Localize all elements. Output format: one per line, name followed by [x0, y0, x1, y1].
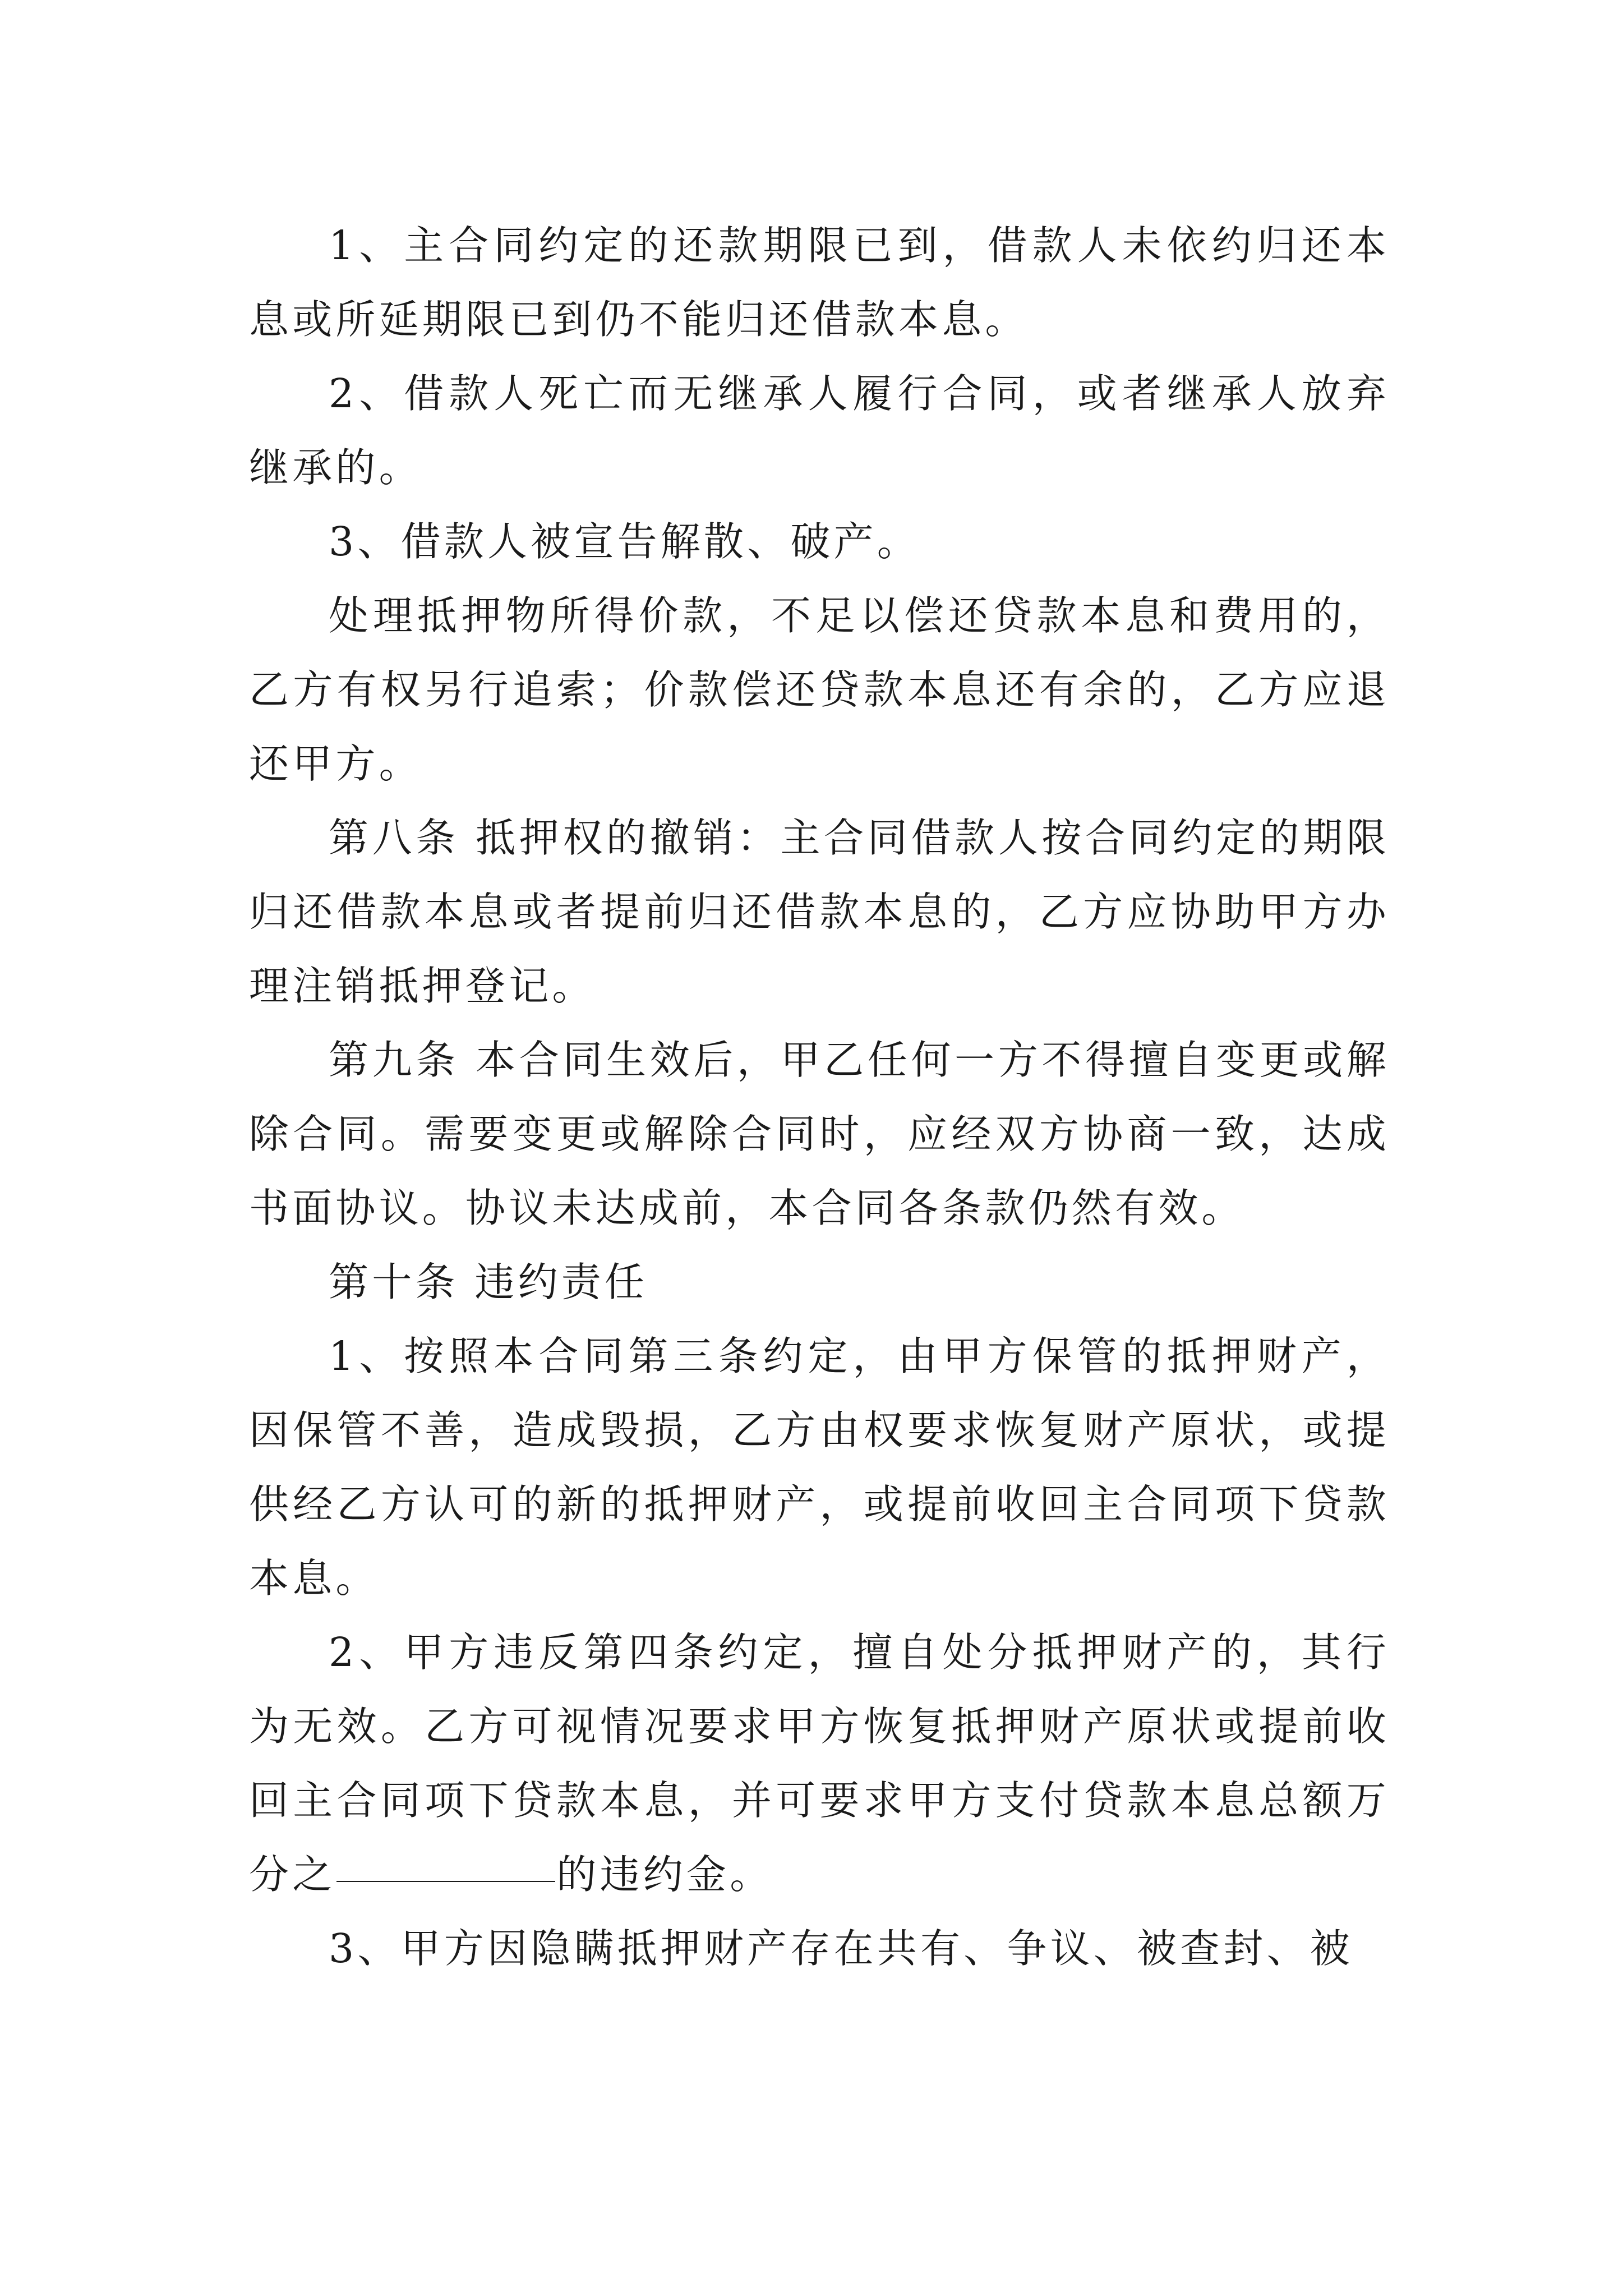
- paragraph-disposal-proceeds: 处理抵押物所得价款，不足以偿还贷款本息和费用的，乙方有权另行追索；价款偿还贷款本息还有余的，乙方应退还甲方。: [249, 592, 1390, 787]
- clause-10-item-2-text-before: 2、甲方违反第四条约定，擅自处分抵押财产的，其行为无效。乙方可视情况要求甲方恢复抵押财产原状或提前收回主合同项下贷款本息，并可要求甲方支付贷款本息总额万分之: [249, 1629, 1390, 1898]
- paragraph-clause-10-heading: 第十条 违约责任: [329, 1259, 648, 1305]
- clause-10-item-2-text-after: 的违约金。: [556, 1851, 773, 1898]
- paragraph-clause-8: 第八条 抵押权的撤销：主合同借款人按合同约定的期限归还借款本息或者提前归还借款本息的，乙方应协助甲方办理注销抵押登记。: [249, 815, 1390, 1009]
- paragraph-clause-10-item-2: [249, 1616, 1390, 1912]
- paragraph-clause-10-item-3: 3、甲方因隐瞒抵押财产存在共有、争议、被查封、被: [329, 1925, 1353, 1972]
- paragraph-clause-7-item-3: 3、借款人被宣告解散、破产。: [329, 518, 920, 565]
- penalty-rate-blank: [336, 1881, 555, 1882]
- paragraph-clause-7-item-2: 2、借款人死亡而无继承人履行合同，或者继承人放弃继承的。: [249, 370, 1390, 491]
- paragraph-clause-10-item-1: 1、按照本合同第三条约定，由甲方保管的抵押财产，因保管不善，造成毁损，乙方由权要求恢复财产原状，或提供经乙方认可的新的抵押财产，或提前收回主合同项下贷款本息。: [249, 1333, 1390, 1602]
- document-body: [249, 209, 1390, 1986]
- paragraph-clause-9: 第九条 本合同生效后，甲乙任何一方不得擅自变更或解除合同。需要变更或解除合同时，应经双方协商一致，达成书面协议。协议未达成前，本合同各条款仍然有效。: [249, 1037, 1390, 1231]
- paragraph-clause-7-item-1: 1、主合同约定的还款期限已到，借款人未依约归还本息或所延期限已到仍不能归还借款本息。: [249, 222, 1390, 343]
